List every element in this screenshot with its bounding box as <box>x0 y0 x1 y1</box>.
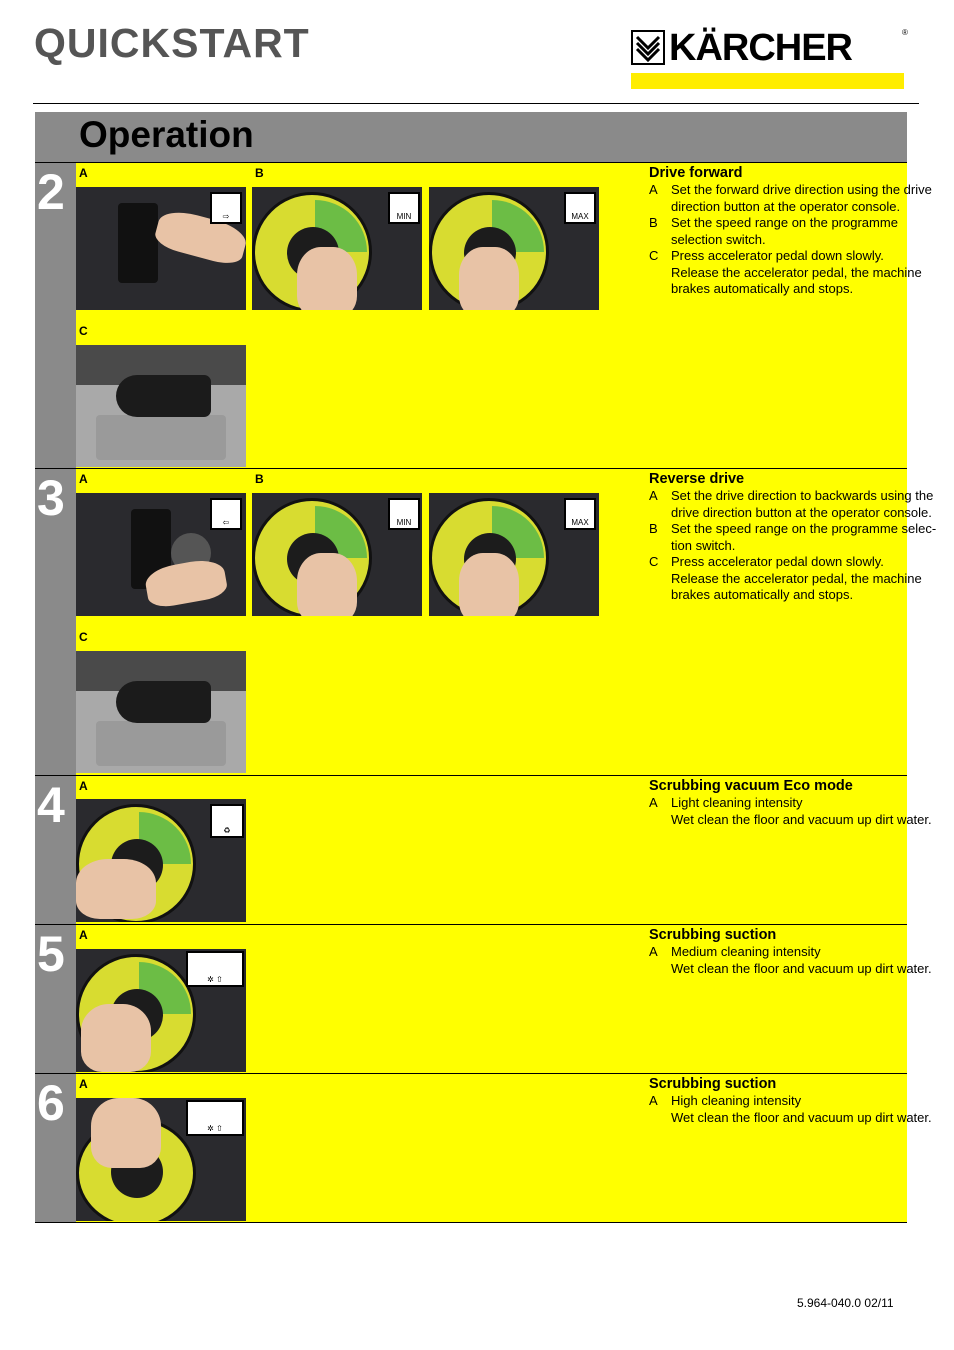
brand-bar <box>631 73 904 89</box>
page-title: QUICKSTART <box>34 20 310 66</box>
step-number-column <box>35 469 76 775</box>
step-number-column <box>35 1074 76 1222</box>
photo-accelerator-pedal <box>76 651 246 773</box>
speed-max-symbol: MAX <box>564 498 596 530</box>
step-heading: Scrubbing suction <box>649 1076 777 1092</box>
section-title: Operation <box>79 114 254 155</box>
eco-scrub-vacuum-icon: ♻ <box>210 804 244 838</box>
speed-min-symbol: MIN <box>388 192 420 224</box>
photo-console-button <box>76 187 246 310</box>
step-content <box>76 1074 932 1222</box>
step-6 <box>35 1073 932 1223</box>
step-number: 6 <box>37 1075 65 1131</box>
photo-accelerator-pedal <box>76 345 246 467</box>
step-number-column <box>35 925 76 1073</box>
header-rule <box>33 103 919 104</box>
drive-forward-icon: ⇨ <box>210 192 242 224</box>
step-4 <box>35 775 932 924</box>
step-number: 2 <box>37 164 65 220</box>
step-heading: Drive forward <box>649 165 743 181</box>
photo-selector-medium <box>76 949 246 1072</box>
section-banner <box>35 112 907 162</box>
document-number: 5.964-040.0 02/11 <box>797 1296 894 1310</box>
photo-label-c: C <box>79 630 88 644</box>
step-description: Reverse drive A Set the drive direction to backwards using the drive direction button at the operator console. B Set the speed range on the programme selec-tion switch. C Press accelerator pedal down slowly. Release the accelerator pedal, the machine brakes automatically and stops. <box>649 471 949 604</box>
step-number: 4 <box>37 777 65 833</box>
step-content <box>76 163 932 468</box>
step-heading: Scrubbing vacuum Eco mode <box>649 778 853 794</box>
photo-label-a: A <box>79 779 88 793</box>
photo-selector-high <box>76 1098 246 1221</box>
photo-label-a: A <box>79 1077 88 1091</box>
photo-console-button <box>76 493 246 616</box>
step-2 <box>35 162 932 468</box>
step-number-column <box>35 776 76 924</box>
registered-mark: ® <box>902 28 908 37</box>
photo-selector-max <box>429 493 599 616</box>
step-heading: Reverse drive <box>649 471 745 487</box>
step-number: 5 <box>37 926 65 982</box>
step-number: 3 <box>37 470 65 526</box>
photo-label-b: B <box>255 472 264 486</box>
step-5 <box>35 924 932 1073</box>
step-description: Drive forward A Set the forward drive direction using the drive direction button at the operator console. B Set the speed range on the programme selection switch. C Press accelerator pedal down slowly. Release the accelerator pedal, the machine brakes automatically and stops. <box>649 165 949 298</box>
photo-selector-eco <box>76 799 246 922</box>
photo-selector-max <box>429 187 599 310</box>
step-description: Scrubbing suction A Medium cleaning intensity Wet clean the floor and vacuum up dirt water. <box>649 927 949 977</box>
scrub-suction-medium-icon: ✲ ⇧ <box>186 951 244 987</box>
step-content <box>76 925 932 1073</box>
brand-logo <box>631 27 908 90</box>
photo-label-a: A <box>79 928 88 942</box>
step-content <box>76 469 937 775</box>
drive-reverse-icon: ⇦ <box>210 498 242 530</box>
step-description: Scrubbing suction A High cleaning intensity Wet clean the floor and vacuum up dirt water. <box>649 1076 949 1126</box>
step-number-column <box>35 163 76 468</box>
photo-label-c: C <box>79 324 88 338</box>
step-heading: Scrubbing suction <box>649 927 777 943</box>
photo-selector-min <box>252 187 422 310</box>
speed-max-symbol: MAX <box>564 192 596 224</box>
speed-min-symbol: MIN <box>388 498 420 530</box>
brand-name: KÄRCHER <box>669 27 852 69</box>
photo-label-a: A <box>79 166 88 180</box>
photo-selector-min <box>252 493 422 616</box>
photo-label-b: B <box>255 166 264 180</box>
scrub-suction-high-icon: ✲ ⇧ <box>186 1100 244 1136</box>
step-description: Scrubbing vacuum Eco mode A Light cleaning intensity Wet clean the floor and vacuum up dirt water. <box>649 778 949 828</box>
photo-label-a: A <box>79 472 88 486</box>
step-3 <box>35 468 937 775</box>
kaercher-emblem-icon <box>631 30 665 65</box>
step-content <box>76 776 932 924</box>
